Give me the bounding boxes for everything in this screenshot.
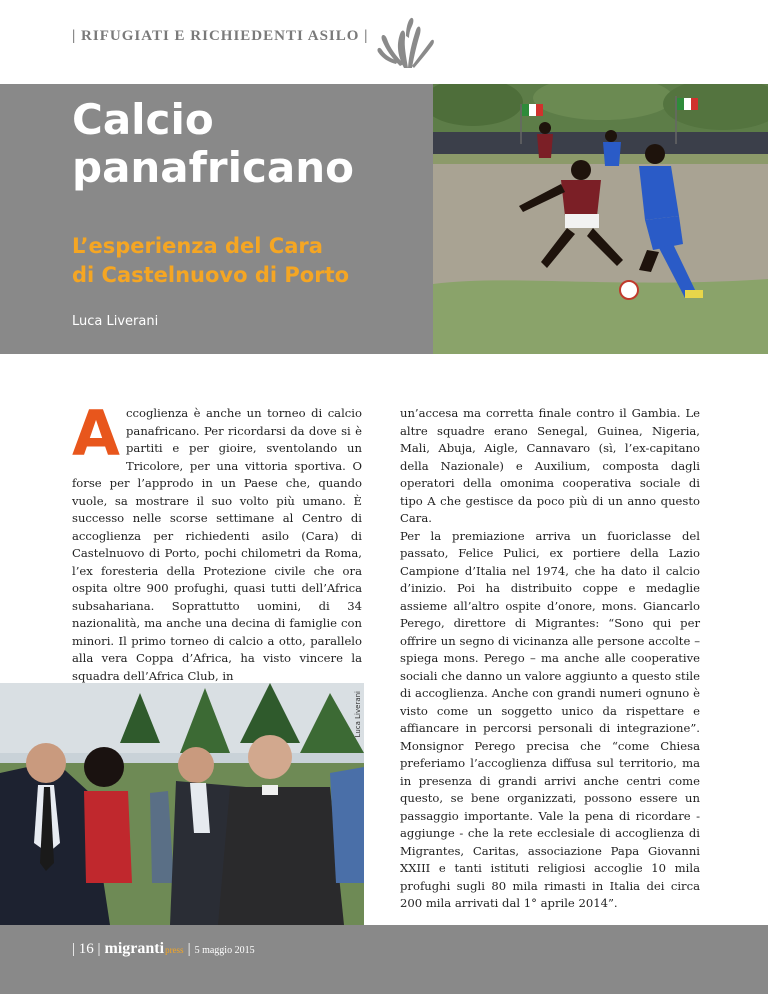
footer-separator: | [187,941,191,957]
subtitle-line-2: di Castelnuovo di Porto [72,263,350,287]
page-number: | 16 | [72,941,101,957]
paragraph-1 [72,397,362,685]
article-column-left [72,397,362,685]
photo-credit: Luca Liverani [354,691,362,738]
article-title [72,96,354,192]
article-subtitle [72,232,349,290]
title-line-2: panafricano [72,143,355,192]
footer-info [72,940,255,958]
section-header: | RIFUGIATI E RICHIEDENTI ASILO | [72,28,369,44]
paragraph-1-text: ccoglienza è anche un torneo di calcio panafricano. Per ricordarsi da dove si è partiti e per gioire, sventolando un Tricolore, per una vittoria sportiva. O forse per l’approdo in un Paese che, quando vuole, sa mostrare il suo volto più umano. È successo nelle scorse settimane al Centro di accoglienza per richiedenti asilo (Cara) di Castelnuovo di Porto, pochi chilometri da Roma, l’ex foresteria della Protezione civile che ora ospita oltre 900 profughi, quasi tutti dell’Africa subsahariana. Soprattutto uomini, di 34 nazionalità, ma anche una decina di famiglie con minori. Il primo torneo di calcio a otto, parallelo alla vera Coppa d’Africa, ha visto vincere la squadra dell’Africa Club, in [72,406,362,683]
paragraph-2: Per la premiazione arriva un fuoriclasse del passato, Felice Pulici, ex portiere della Lazio Campione d’Italia nel 1974, che ha dato il calcio d’inizio. Poi ha distribuito coppe e medaglie assieme all’altro ospite d’onore, mons. Giancarlo Perego, direttore di Migrantes: “Sono qui per offrire un segno di vicinanza alle persone accolte – spiega mons. Perego – ma anche alle cooperative sociali che danno un valore aggiunto a questo stile di accoglienza. Anche con grandi numeri ognuno è visto come un soggetto unico da rispettare e affiancare in percorsi personali di integrazione”. Monsignor Perego precisa che “come Chiesa preferiamo l’accoglienza diffusa sul territorio, ma in presenza di grandi arrivi anche centri come questo, se bene organizzati, possono essere un passaggio importante. Vale la pena di ricordare - aggiunge - che la rete ecclesiale di accoglienza di Migrantes, Caritas, associazione Papa Giovanni XXIII e tanti istituti religiosi accoglie 10 mila profughi sugli 80 mila rimasti in Italia dei circa 200 mila arrivati dal 1° aprile 2014”. [400,528,700,910]
drop-cap: A [72,397,120,470]
article-column-right [400,405,700,913]
issue-date: 5 maggio 2015 [194,945,255,956]
title-line-1: Calcio [72,95,214,144]
award-ceremony-photo [0,683,364,925]
brand-name: migranti [104,940,165,957]
award-ceremony-illustration [0,683,364,925]
football-match-photo [433,84,768,354]
page-footer [0,925,768,994]
brand-suffix: press [165,945,184,955]
paragraph-1-continued: un’accesa ma corretta finale contro il Gambia. Le altre squadre erano Senegal, Guinea, Nigeria, Mali, Abuja, Aigle, Cannavaro (sì, l’ex-capitano della Nazionale) e Auxilium, composta dagli operatori della omonima cooperativa sociale di tipo A che gestisce da poco più di un anno questo Cara. [400,406,700,525]
author-byline: Luca Liverani [72,314,159,329]
hand-logo-icon [376,16,436,70]
subtitle-line-1: L’esperienza del Cara [72,234,323,258]
